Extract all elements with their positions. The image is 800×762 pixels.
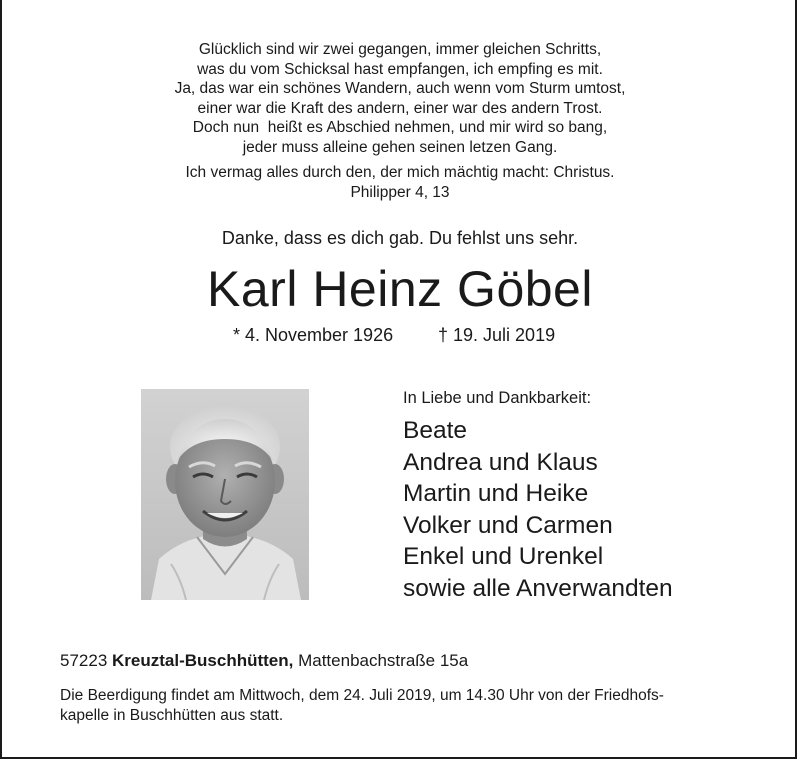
funeral-line: kapelle in Buschhütten aus statt. (60, 706, 284, 724)
family-member: sowie alle Anverwandten (403, 574, 673, 602)
funeral-line: Die Beerdigung findet am Mittwoch, dem 24. Juli 2019, um 14.30 Uhr von der Friedhofs- (60, 687, 664, 704)
birth-date: * 4. November 1926 (233, 325, 394, 345)
bible-verse (0, 163, 800, 202)
poem-line: Ja, das war ein schönes Wandern, auch wenn vom Sturm umtost, (174, 80, 626, 97)
poem-line: Glücklich sind wir zwei gegangen, immer gleichen Schritts, (198, 41, 602, 58)
poem-line: Doch nun heißt es Abschied nehmen, und mir wird so bang, (192, 119, 608, 136)
family-member: Volker und Carmen (403, 511, 613, 539)
death-date: † 19. Juli 2019 (438, 325, 556, 345)
funeral-notice (60, 686, 760, 725)
postcode: 57223 (60, 651, 108, 670)
poem-line: was du vom Schicksal hast empfangen, ich empfing es mit. (197, 60, 603, 78)
family-member: Enkel und Urenkel (403, 543, 604, 570)
verse-text: Ich vermag alles durch den, der mich mächtig macht: Christus. (185, 164, 615, 181)
family-member: Martin und Heike (403, 480, 589, 507)
thanks-line: Danke, dass es dich gab. Du fehlst uns sehr. (221, 228, 579, 248)
deceased-name: Karl Heinz Göbel (207, 261, 593, 317)
love-heading: In Liebe und Dankbarkeit: (403, 389, 592, 407)
family-member: Andrea und Klaus (403, 448, 598, 476)
portrait-photo (141, 389, 309, 600)
poem (0, 40, 800, 157)
place: Kreuztal-Buschhütten, (112, 651, 294, 670)
poem-line: jeder muss alleine gehen seinen letzen Gang. (242, 138, 558, 156)
verse-reference: Philipper 4, 13 (350, 183, 450, 201)
family-list (403, 415, 673, 604)
street: Mattenbachstraße 15a (298, 651, 469, 670)
family-member: Beate (403, 417, 468, 444)
address (60, 651, 468, 671)
poem-line: einer war die Kraft des andern, einer war des andern Trost. (197, 99, 603, 117)
